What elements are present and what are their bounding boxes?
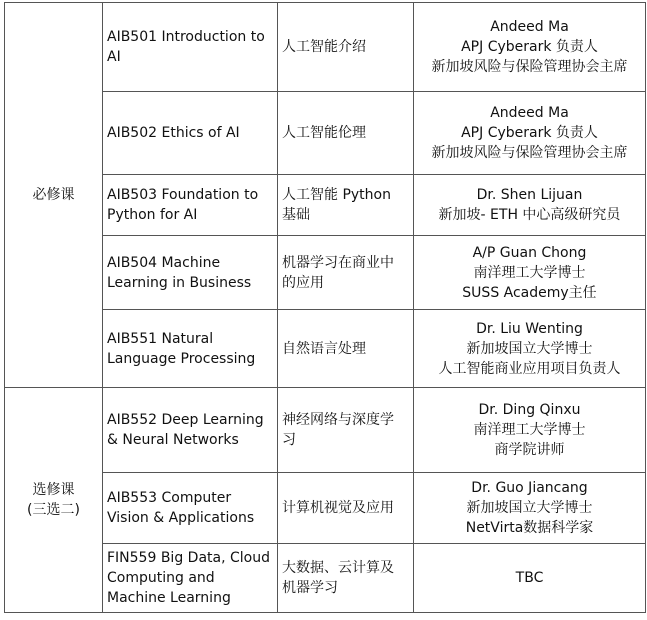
instructor-info	[414, 236, 646, 310]
chinese-name-line: 机器学习	[282, 580, 338, 596]
chinese-name-line: 的应用	[282, 274, 324, 291]
instructor-line: NetVirta数据科学家	[465, 520, 594, 536]
table-row	[5, 388, 646, 473]
instructor-line: 人工智能商业应用项目负责人	[438, 360, 621, 377]
course-name	[103, 3, 278, 92]
instructor-info	[414, 3, 646, 92]
category-note: (三选二)	[27, 502, 80, 518]
category-label: 选修课	[32, 482, 75, 498]
course-name	[103, 544, 278, 613]
chinese-name-line: 习	[282, 432, 296, 448]
course-chinese-name	[278, 544, 414, 613]
instructor-line: Andeed Ma	[490, 19, 569, 35]
course-name	[103, 236, 278, 310]
course-chinese-name	[278, 175, 414, 236]
chinese-name-line: 基础	[282, 207, 310, 223]
instructor-line: 新加坡国立大学博士	[466, 340, 593, 357]
chinese-name-line: 计算机视觉及应用	[282, 500, 394, 516]
course-name-line: Machine Learning	[107, 590, 231, 606]
table-row	[5, 3, 646, 92]
instructor-line: Dr. Shen Lijuan	[476, 187, 583, 203]
instructor-line: Dr. Liu Wenting	[476, 320, 583, 337]
course-name-line: Computing and	[107, 570, 215, 586]
course-name-line: FIN559 Big Data, Cloud	[107, 550, 270, 566]
category-required	[5, 3, 103, 388]
category-elective	[5, 388, 103, 613]
chinese-name-line: 神经网络与深度学	[282, 412, 394, 428]
course-name-line: AIB551 Natural	[107, 330, 214, 347]
instructor-line: APJ Cyberark 负责人	[461, 125, 598, 141]
course-name	[103, 310, 278, 388]
instructor-line: 新加坡国立大学博士	[466, 500, 593, 516]
instructor-line: A/P Guan Chong	[472, 244, 587, 261]
chinese-name-line: 人工智能介绍	[282, 39, 366, 55]
curriculum-table	[4, 2, 646, 613]
course-chinese-name	[278, 236, 414, 310]
chinese-name-line: 人工智能伦理	[282, 125, 366, 141]
instructor-line: 南洋理工大学博士	[473, 422, 586, 438]
instructor-line: 新加坡风险与保险管理协会主席	[431, 59, 628, 75]
instructor-line: 南洋理工大学博士	[473, 264, 586, 281]
course-name-line: Learning in Business	[107, 274, 252, 291]
instructor-info	[414, 175, 646, 236]
instructor-info	[414, 544, 646, 613]
course-name-line: Vision & Applications	[107, 510, 255, 526]
course-name-line: AIB553 Computer	[107, 490, 232, 506]
instructor-info	[414, 92, 646, 175]
course-name-line: AIB503 Foundation to	[107, 187, 259, 203]
chinese-name-line: 机器学习在商业中	[282, 254, 394, 271]
instructor-line: APJ Cyberark 负责人	[461, 39, 598, 55]
course-chinese-name	[278, 310, 414, 388]
course-name-line: AI	[107, 49, 121, 65]
course-name	[103, 473, 278, 544]
course-chinese-name	[278, 388, 414, 473]
chinese-name-line: 人工智能 Python	[282, 187, 391, 203]
instructor-line: Dr. Guo Jiancang	[471, 480, 588, 496]
course-name-line: & Neural Networks	[107, 432, 239, 448]
instructor-line: TBC	[515, 570, 544, 586]
instructor-line: SUSS Academy主任	[462, 284, 597, 301]
course-name-line: Language Processing	[107, 350, 256, 367]
instructor-line: 新加坡风险与保险管理协会主席	[431, 145, 628, 161]
course-chinese-name	[278, 473, 414, 544]
chinese-name-line: 大数据、云计算及	[282, 560, 394, 576]
category-label: 必修课	[32, 187, 75, 203]
instructor-line: Dr. Ding Qinxu	[478, 402, 581, 418]
instructor-info	[414, 388, 646, 473]
instructor-line: 商学院讲师	[494, 442, 565, 458]
course-chinese-name	[278, 92, 414, 175]
course-chinese-name	[278, 3, 414, 92]
course-name-line: AIB552 Deep Learning	[107, 412, 264, 428]
instructor-line: 新加坡- ETH 中心高级研究员	[438, 207, 621, 223]
course-name-line: AIB501 Introduction to	[107, 29, 265, 45]
instructor-info	[414, 473, 646, 544]
course-name-line: AIB502 Ethics of AI	[107, 125, 240, 141]
course-name	[103, 388, 278, 473]
course-name	[103, 175, 278, 236]
instructor-info	[414, 310, 646, 388]
chinese-name-line: 自然语言处理	[282, 340, 366, 357]
course-name-line: AIB504 Machine	[107, 254, 221, 271]
instructor-line: Andeed Ma	[490, 105, 569, 121]
course-name	[103, 92, 278, 175]
course-name-line: Python for AI	[107, 207, 198, 223]
